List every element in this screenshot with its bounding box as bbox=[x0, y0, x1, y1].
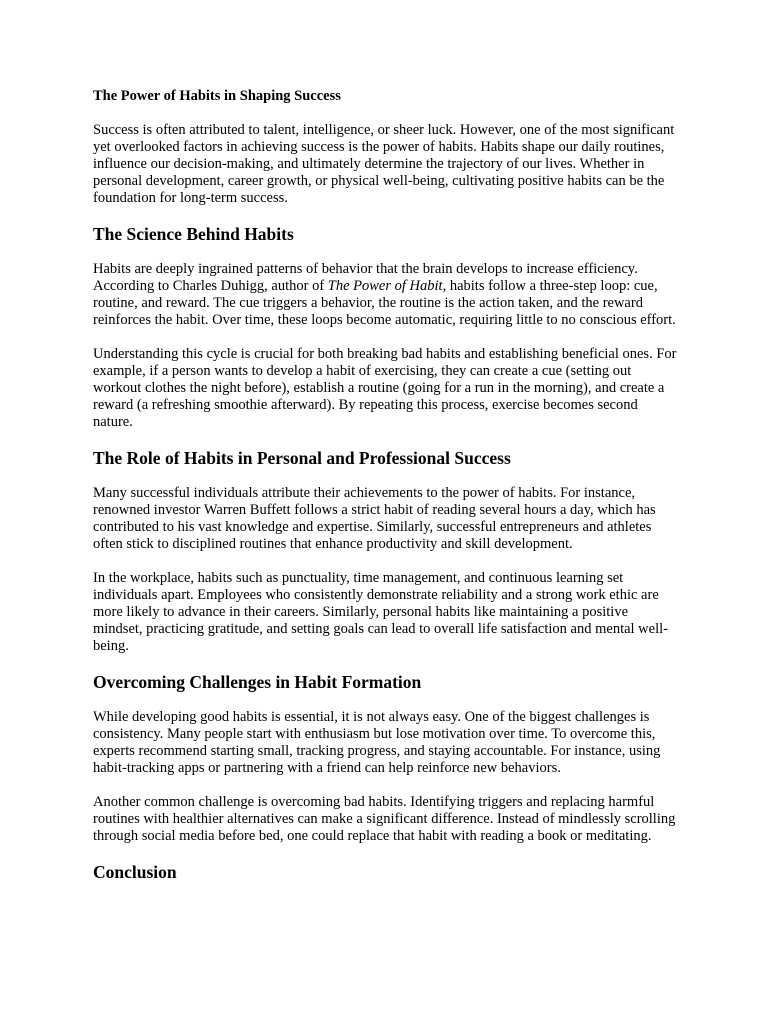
science-p1-text-before: Habits are deeply ingrained patterns of behavior that the brain develops to increase efficiency. According to Charles Duhigg, author of bbox=[93, 261, 638, 294]
book-title-italic: The Power of Habit, bbox=[327, 278, 447, 294]
spacer bbox=[93, 105, 677, 122]
section-heading-science: The Science Behind Habits bbox=[93, 224, 294, 244]
spacer bbox=[93, 329, 677, 346]
challenges-paragraph-1: While developing good habits is essential, it is not always easy. One of the biggest challenges is consistency. Many people start with enthusiasm but lose motivation over time. To overcome this, experts recommend starting small, tracking progress, and staying accountable. For instance, using habit-tracking apps or partnering with a friend can help reinforce new behaviors. bbox=[93, 709, 661, 776]
spacer bbox=[93, 655, 677, 672]
role-paragraph-2: In the workplace, habits such as punctuality, time management, and continuous learning set individuals apart. Employees who consistently demonstrate reliability and a strong work ethic are more likely to advance in their careers. Similarly, personal habits like maintaining a positive mindset, practicing gratitude, and setting goals can lead to overall life satisfaction and mental well-being. bbox=[93, 570, 668, 654]
spacer bbox=[93, 431, 677, 448]
document-page bbox=[93, 88, 677, 882]
spacer bbox=[93, 207, 677, 224]
role-paragraph-1: Many successful individuals attribute their achievements to the power of habits. For instance, renowned investor Warren Buffett follows a strict habit of reading several hours a day, which has contributed to his vast knowledge and expertise. Similarly, successful entrepreneurs and athletes often stick to disciplined routines that enhance productivity and skill development. bbox=[93, 485, 656, 552]
document-title: The Power of Habits in Shaping Success bbox=[93, 88, 341, 104]
challenges-paragraph-2: Another common challenge is overcoming bad habits. Identifying triggers and replacing harmful routines with healthier alternatives can make a significant difference. Instead of mindlessly scrolling through social media before bed, one could replace that habit with reading a book or meditating. bbox=[93, 794, 676, 844]
section-heading-challenges: Overcoming Challenges in Habit Formation bbox=[93, 672, 422, 692]
spacer bbox=[93, 468, 677, 485]
intro-paragraph: Success is often attributed to talent, intelligence, or sheer luck. However, one of the most significant yet overlooked factors in achieving success is the power of habits. Habits shape our daily routines, influence our decision-making, and ultimately determine the trajectory of our lives. Whether in personal development, career growth, or physical well-being, cultivating positive habits can be the foundation for long-term success. bbox=[93, 122, 675, 206]
science-paragraph-2: Understanding this cycle is crucial for both breaking bad habits and establishing beneficial ones. For example, if a person wants to develop a habit of exercising, they can create a cue (setting out workout clothes the night before), establish a routine (going for a run in the morning), and create a reward (a refreshing smoothie afterward). By repeating this process, exercise becomes second nature. bbox=[93, 346, 677, 430]
spacer bbox=[93, 244, 677, 261]
spacer bbox=[93, 777, 677, 794]
spacer bbox=[93, 692, 677, 709]
science-p1-text-after: habits follow a three-step loop: cue, routine, and reward. The cue triggers a behavior, the routine is the action taken, and the reward reinforces the habit. Over time, these loops become automatic, requiring little to no conscious effort. bbox=[93, 278, 676, 328]
section-heading-role: The Role of Habits in Personal and Professional Success bbox=[93, 448, 511, 468]
science-paragraph-1 bbox=[93, 261, 677, 329]
section-heading-conclusion: Conclusion bbox=[93, 862, 177, 882]
spacer bbox=[93, 845, 677, 862]
spacer bbox=[93, 553, 677, 570]
